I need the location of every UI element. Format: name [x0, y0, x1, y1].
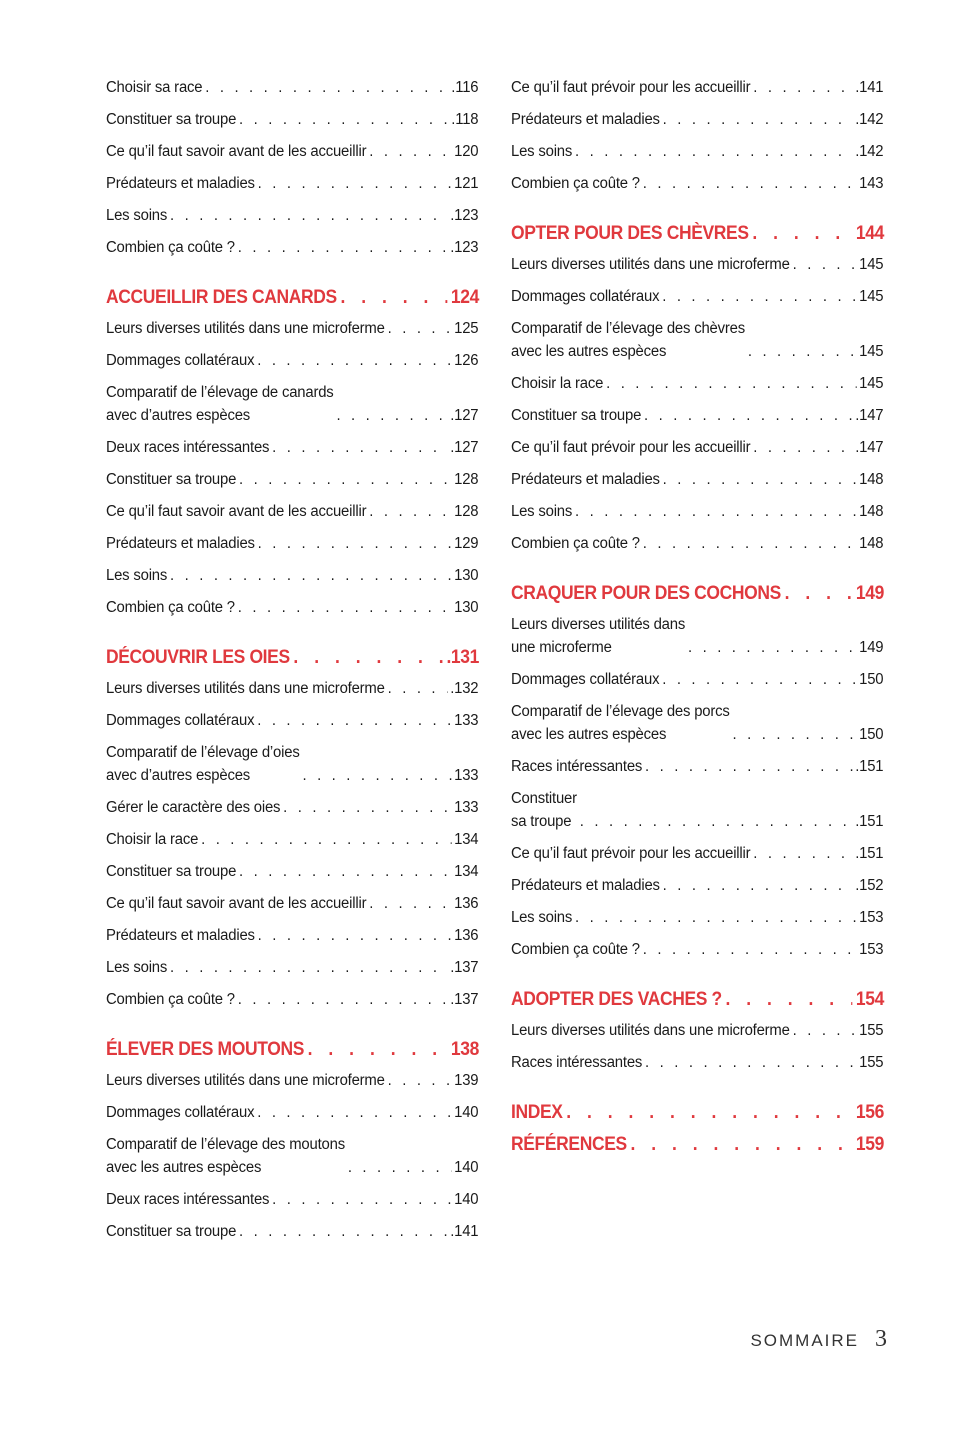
- toc-entry-label: Ce qu’il faut savoir avant de les accueillir: [106, 895, 367, 912]
- toc-entry[interactable]: [511, 1019, 883, 1042]
- toc-entry[interactable]: [511, 668, 883, 691]
- toc-dot-leader: [606, 372, 856, 395]
- toc-entry-label: Constituer sa troupe: [511, 407, 642, 424]
- toc-entry[interactable]: [106, 796, 478, 819]
- toc-entry-page: 133: [454, 799, 479, 816]
- toc-entry[interactable]: [511, 108, 883, 131]
- toc-entry-page: 148: [859, 503, 884, 520]
- toc-entry-page: .123: [450, 207, 479, 224]
- toc-entry-label: Deux races intéressantes: [106, 1191, 270, 1208]
- toc-heading-page: 138: [450, 1039, 480, 1060]
- toc-entry-page: .118: [451, 111, 479, 128]
- toc-entry-page: .137: [450, 991, 479, 1008]
- toc-heading-label: OPTER POUR DES CHÈVRES: [511, 223, 749, 244]
- toc-entry-page: 133: [454, 712, 479, 729]
- toc-heading-label: CRAQUER POUR DES COCHONS: [511, 583, 781, 604]
- toc-dot-leader: [733, 723, 857, 746]
- toc-entry-page: 148: [859, 471, 884, 488]
- toc-entry-page: 128: [454, 503, 479, 520]
- toc-entry-label: Les soins: [511, 909, 573, 926]
- toc-dot-leader: [645, 755, 852, 778]
- toc-entry[interactable]: [106, 532, 478, 555]
- toc-left-column: [106, 76, 479, 1252]
- toc-heading-page: 144: [855, 223, 885, 244]
- toc-entry[interactable]: [106, 924, 478, 947]
- toc-section-heading[interactable]: [511, 221, 884, 247]
- toc-entry-label: Combien ça coûte ?: [106, 599, 235, 616]
- toc-dot-leader: [340, 285, 447, 311]
- toc-entry-page: .151: [855, 813, 884, 830]
- toc-entry-label: Dommages collatéraux: [106, 1104, 255, 1121]
- toc-entry[interactable]: [511, 436, 883, 459]
- toc-entry-page: 129: [454, 535, 479, 552]
- toc-entry-page: 148: [859, 535, 884, 552]
- toc-entry[interactable]: [106, 317, 478, 340]
- toc-entry-label: Ce qu’il faut prévoir pour les accueillir: [511, 79, 751, 96]
- toc-entry[interactable]: [106, 677, 478, 700]
- toc-entry-page: 145: [859, 343, 884, 360]
- toc-entry-page: 136: [454, 927, 479, 944]
- toc-entry[interactable]: [106, 500, 478, 523]
- toc-entry[interactable]: [511, 842, 883, 865]
- toc-entry-label: Constituer sa troupe: [106, 471, 237, 488]
- toc-dot-leader: [645, 1051, 856, 1074]
- toc-entry-label: Leurs diverses utilités dans une microferme: [106, 320, 385, 337]
- toc-dot-leader: [348, 1156, 451, 1179]
- toc-entry-page: 126: [454, 352, 479, 369]
- toc-entry-label: Gérer le caractère des oies: [106, 799, 281, 816]
- toc-entry[interactable]: [511, 700, 883, 746]
- toc-dot-leader: [575, 500, 856, 523]
- toc-entry-label: Leurs diverses utilités dans une microferme: [511, 616, 686, 656]
- toc-entry-page: .151: [855, 845, 884, 862]
- toc-entry-label: Les soins: [511, 503, 573, 520]
- toc-entry[interactable]: [106, 76, 478, 99]
- toc-entry[interactable]: [511, 76, 883, 99]
- toc-entry-page: 139: [454, 1072, 479, 1089]
- toc-entry[interactable]: [106, 1133, 478, 1179]
- toc-dot-leader: [308, 1037, 448, 1063]
- footer-section-label: SOMMAIRE: [750, 1331, 859, 1350]
- toc-section-heading[interactable]: [511, 1132, 884, 1158]
- toc-entry[interactable]: [511, 172, 883, 195]
- toc-dot-leader: [662, 668, 856, 691]
- toc-entry-page: 143: [859, 175, 884, 192]
- toc-entry-page: .132: [450, 680, 479, 697]
- toc-heading-label: ACCUEILLIR DES CANARDS: [106, 287, 337, 308]
- toc-entry[interactable]: [511, 938, 883, 961]
- toc-entry-label: Deux races intéressantes: [106, 439, 270, 456]
- toc-entry-page: 133: [454, 767, 479, 784]
- toc-entry-page: .137: [450, 959, 479, 976]
- toc-dot-leader: [170, 956, 447, 979]
- toc-dot-leader: [369, 140, 451, 163]
- toc-entry[interactable]: [511, 500, 883, 523]
- toc-entry[interactable]: [106, 349, 478, 372]
- toc-entry[interactable]: [106, 956, 478, 979]
- toc-entry-label: Prédateurs et maladies: [511, 471, 660, 488]
- toc-entry[interactable]: [106, 108, 478, 131]
- toc-dot-leader: [663, 108, 853, 131]
- toc-section-heading[interactable]: [511, 1100, 884, 1126]
- toc-entry[interactable]: [511, 906, 883, 929]
- toc-entry[interactable]: [511, 613, 883, 659]
- toc-entry-label: Races intéressantes: [511, 1054, 643, 1071]
- toc-entry[interactable]: [106, 436, 478, 459]
- toc-heading-page: .131: [446, 647, 480, 668]
- toc-section-heading[interactable]: [511, 987, 884, 1013]
- toc-entry-label: Races intéressantes: [511, 758, 643, 775]
- toc-entry-page: .127: [450, 407, 479, 424]
- toc-dot-leader: [369, 892, 451, 915]
- toc-section-heading[interactable]: [106, 285, 479, 311]
- toc-entry-label: Leurs diverses utilités dans une microferme: [511, 256, 790, 273]
- footer-page-number: 3: [875, 1326, 887, 1352]
- toc-entry-label: Comparatif de l’élevage des porcs avec les autres espèces: [511, 703, 730, 743]
- toc-entry-page: 149: [859, 639, 884, 656]
- toc-dot-leader: [239, 1220, 447, 1243]
- page-footer: [750, 1326, 887, 1353]
- toc-dot-leader: [663, 468, 857, 491]
- toc-dot-leader: [793, 1019, 857, 1042]
- toc-entry-label: Les soins: [511, 143, 573, 160]
- toc-dot-leader: [369, 500, 451, 523]
- toc-entry-page: 128: [454, 471, 479, 488]
- toc-entry-label: Leurs diverses utilités dans une microferme: [511, 1022, 790, 1039]
- toc-heading-page: 156: [855, 1102, 885, 1123]
- toc-dot-leader: [644, 404, 852, 427]
- toc-entry-page: 120: [454, 143, 479, 160]
- toc-entry-label: Dommages collatéraux: [511, 288, 660, 305]
- toc-entry-page: 150: [859, 726, 884, 743]
- toc-entry-label: Dommages collatéraux: [511, 671, 660, 688]
- toc-entry-page: 150: [859, 671, 884, 688]
- toc-entry-label: Prédateurs et maladies: [511, 877, 660, 894]
- toc-section-heading[interactable]: [106, 645, 479, 671]
- toc-entry[interactable]: [106, 596, 478, 619]
- toc-dot-leader: [580, 810, 853, 833]
- toc-entry[interactable]: [511, 404, 883, 427]
- toc-entry-label: Combien ça coûte ?: [511, 941, 640, 958]
- toc-entry-label: Constituer sa troupe: [106, 863, 237, 880]
- toc-entry[interactable]: [511, 532, 883, 555]
- toc-dot-leader: [205, 76, 448, 99]
- toc-dot-leader: [753, 842, 852, 865]
- toc-entry[interactable]: [511, 468, 883, 491]
- toc-entry[interactable]: [106, 204, 478, 227]
- toc-dot-leader: [257, 1101, 451, 1124]
- toc-entry-label: Les soins: [106, 567, 168, 584]
- toc-dot-leader: [753, 76, 852, 99]
- toc-dot-leader: [662, 285, 856, 308]
- toc-entry-label: Constituer sa troupe: [106, 111, 237, 128]
- toc-entry-page: .116: [451, 79, 479, 96]
- toc-entry-page: 130: [454, 599, 479, 616]
- toc-dot-leader: [293, 645, 442, 671]
- toc-entry-label: Combien ça coûte ?: [511, 535, 640, 552]
- toc-entry[interactable]: [511, 755, 883, 778]
- toc-heading-label: ADOPTER DES VACHES ?: [511, 989, 722, 1010]
- toc-right-column: [511, 76, 884, 1164]
- toc-entry[interactable]: [106, 236, 478, 259]
- toc-entry-page: 145: [859, 288, 884, 305]
- toc-heading-label: DÉCOUVRIR LES OIES: [106, 647, 290, 668]
- toc-entry-page: 155: [859, 1054, 884, 1071]
- toc-dot-leader: [388, 317, 452, 340]
- toc-dot-leader: [336, 404, 447, 427]
- toc-heading-page: 124: [450, 287, 480, 308]
- toc-dot-leader: [258, 924, 452, 947]
- toc-entry[interactable]: [106, 828, 478, 851]
- toc-dot-leader: [258, 172, 452, 195]
- toc-entry-label: Leurs diverses utilités dans une microferme: [106, 680, 385, 697]
- toc-entry[interactable]: [106, 1220, 478, 1243]
- toc-dot-leader: [170, 204, 447, 227]
- toc-entry[interactable]: [511, 1051, 883, 1074]
- toc-entry-label: Constituer sa troupe: [106, 1223, 237, 1240]
- toc-entry-label: Combien ça coûte ?: [106, 991, 235, 1008]
- toc-entry-label: Prédateurs et maladies: [106, 535, 255, 552]
- toc-entry[interactable]: [106, 892, 478, 915]
- toc-entry-page: 125: [454, 320, 479, 337]
- toc-dot-leader: [575, 140, 852, 163]
- toc-dot-leader: [257, 349, 451, 372]
- toc-entry-label: Dommages collatéraux: [106, 712, 255, 729]
- toc-entry-label: Combien ça coûte ?: [106, 239, 235, 256]
- toc-entry-page: .142: [855, 111, 884, 128]
- toc-entry-page: 121: [454, 175, 479, 192]
- toc-section-heading[interactable]: [106, 1037, 479, 1063]
- toc-entry[interactable]: [511, 253, 883, 276]
- toc-entry-page: 130: [454, 567, 479, 584]
- toc-entry-label: Comparatif de l’élevage des chèvres avec les autres espèces: [511, 320, 745, 360]
- toc-entry-label: Combien ça coûte ?: [511, 175, 640, 192]
- toc-entry-page: 134: [454, 863, 479, 880]
- toc-entry-page: .142: [855, 143, 884, 160]
- toc-dot-leader: [663, 874, 853, 897]
- toc-dot-leader: [239, 108, 448, 131]
- toc-dot-leader: [566, 1100, 852, 1126]
- toc-section-heading[interactable]: [511, 581, 884, 607]
- toc-entry-label: Choisir sa race: [106, 79, 203, 96]
- toc-dot-leader: [238, 988, 448, 1011]
- toc-entry-page: 145: [859, 375, 884, 392]
- toc-dot-leader: [238, 236, 448, 259]
- toc-entry[interactable]: [106, 564, 478, 587]
- toc-entry-page: .147: [855, 407, 884, 424]
- toc-entry[interactable]: [511, 372, 883, 395]
- toc-entry[interactable]: [511, 317, 883, 363]
- toc-dot-leader: [753, 436, 852, 459]
- toc-dot-leader: [283, 796, 451, 819]
- toc-entry-label: Choisir la race: [511, 375, 604, 392]
- toc-heading-page: 154: [855, 989, 885, 1010]
- toc-entry-page: 145: [859, 256, 884, 273]
- toc-entry[interactable]: [106, 140, 478, 163]
- toc-dot-leader: [201, 828, 451, 851]
- toc-dot-leader: [726, 987, 853, 1013]
- toc-entry[interactable]: [106, 709, 478, 732]
- toc-entry-page: .151: [855, 758, 884, 775]
- toc-entry-label: Ce qu’il faut prévoir pour les accueillir: [511, 439, 751, 456]
- toc-entry-label: Les soins: [106, 207, 168, 224]
- toc-entry-label: Choisir la race: [106, 831, 199, 848]
- toc-dot-leader: [272, 1188, 451, 1211]
- toc-entry-label: Comparatif de l’élevage des moutons avec les autres espèces: [106, 1136, 345, 1176]
- toc-entry-label: Ce qu’il faut savoir avant de les accueillir: [106, 143, 367, 160]
- toc-dot-leader: [302, 764, 451, 787]
- toc-dot-leader: [643, 938, 856, 961]
- toc-entry-page: 153: [859, 941, 884, 958]
- toc-entry-label: Prédateurs et maladies: [511, 111, 660, 128]
- toc-entry-page: .152: [855, 877, 884, 894]
- toc-entry-label: Ce qu’il faut prévoir pour les accueillir: [511, 845, 751, 862]
- toc-entry-label: Prédateurs et maladies: [106, 927, 255, 944]
- toc-dot-leader: [752, 221, 852, 247]
- toc-dot-leader: [785, 581, 853, 607]
- toc-entry[interactable]: [511, 140, 883, 163]
- toc-dot-leader: [575, 906, 856, 929]
- toc-entry-page: .141: [450, 1223, 479, 1240]
- toc-heading-page: 149: [855, 583, 885, 604]
- toc-entry-label: Prédateurs et maladies: [106, 175, 255, 192]
- toc-heading-label: RÉFÉRENCES: [511, 1134, 627, 1155]
- toc-entry[interactable]: [106, 1188, 478, 1211]
- toc-entry[interactable]: [106, 1101, 478, 1124]
- toc-dot-leader: [688, 636, 856, 659]
- toc-entry[interactable]: [106, 741, 478, 787]
- toc-entry-page: 134: [454, 831, 479, 848]
- toc-entry[interactable]: [106, 860, 478, 883]
- toc-dot-leader: [643, 532, 856, 555]
- toc-dot-leader: [630, 1132, 852, 1158]
- toc-entry-page: .147: [855, 439, 884, 456]
- toc-entry[interactable]: [511, 874, 883, 897]
- toc-dot-leader: [643, 172, 856, 195]
- toc-dot-leader: [257, 709, 451, 732]
- toc-entry-label: Constituer sa troupe: [511, 790, 577, 830]
- toc-dot-leader: [238, 596, 451, 619]
- toc-entry-page: .127: [450, 439, 479, 456]
- toc-dot-leader: [748, 340, 856, 363]
- toc-entry-page: 140: [454, 1159, 479, 1176]
- toc-dot-leader: [272, 436, 447, 459]
- toc-dot-leader: [170, 564, 451, 587]
- toc-entry-label: Les soins: [106, 959, 168, 976]
- toc-dot-leader: [388, 1069, 452, 1092]
- toc-entry[interactable]: [106, 988, 478, 1011]
- toc-entry-page: 153: [859, 909, 884, 926]
- toc-entry-page: 155: [859, 1022, 884, 1039]
- toc-heading-label: INDEX: [511, 1102, 563, 1123]
- toc-dot-leader: [258, 532, 452, 555]
- toc-dot-leader: [239, 860, 451, 883]
- toc-entry-page: .141: [855, 79, 884, 96]
- toc-entry[interactable]: [106, 172, 478, 195]
- toc-entry[interactable]: [511, 285, 883, 308]
- toc-entry[interactable]: [511, 787, 883, 833]
- toc-entry-label: Comparatif de l’élevage de canards avec d’autres espèces: [106, 384, 334, 424]
- toc-heading-page: 159: [855, 1134, 885, 1155]
- toc-dot-leader: [793, 253, 857, 276]
- toc-heading-label: ÉLEVER DES MOUTONS: [106, 1039, 305, 1060]
- toc-entry-page: 140: [454, 1104, 479, 1121]
- toc-entry-label: Dommages collatéraux: [106, 352, 255, 369]
- toc-entry-label: Leurs diverses utilités dans une microferme: [106, 1072, 385, 1089]
- toc-entry[interactable]: [106, 1069, 478, 1092]
- toc-entry-page: .123: [450, 239, 479, 256]
- toc-dot-leader: [388, 677, 448, 700]
- toc-entry-page: 136: [454, 895, 479, 912]
- toc-dot-leader: [239, 468, 451, 491]
- toc-entry-page: 140: [454, 1191, 479, 1208]
- toc-entry-label: Comparatif de l’élevage d’oies avec d’autres espèces: [106, 744, 300, 784]
- toc-entry-label: Ce qu’il faut savoir avant de les accueillir: [106, 503, 367, 520]
- toc-entry[interactable]: [106, 381, 478, 427]
- toc-entry[interactable]: [106, 468, 478, 491]
